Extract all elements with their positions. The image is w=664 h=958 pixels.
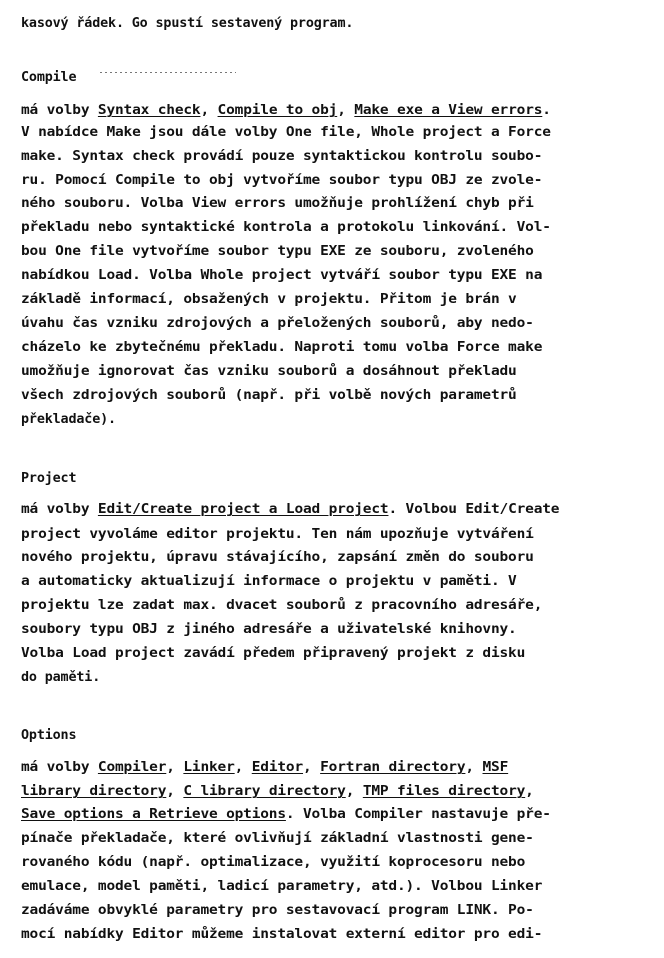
compile-line: úvahu čas vzniku zdrojových a přeložených souborů, aby nedo- bbox=[21, 316, 534, 331]
options-line: library directory, C library directory, TMP files directory, bbox=[21, 784, 534, 799]
options-line: pínače překladače, které ovlivňují základní vlastnosti gene- bbox=[21, 831, 534, 846]
options-line: emulace, model paměti, ladicí parametry, atd.). Volbou Linker bbox=[21, 879, 543, 894]
intro-line: kasový řádek. Go spustí sestavený program. bbox=[21, 16, 354, 31]
project-heading: Project bbox=[21, 471, 77, 486]
compile-line: všech zdrojových souborů (např. při volbě nových parametrů bbox=[21, 388, 517, 403]
project-line: projektu lze zadat max. dvacet souborů z pracovního adresáře, bbox=[21, 598, 543, 613]
project-line: do paměti. bbox=[21, 670, 101, 685]
compile-heading: Compile bbox=[21, 70, 77, 85]
compile-line: nabídkou Load. Volba Whole project vytváří soubor typu EXE na bbox=[21, 268, 543, 283]
options-line: má volby Compiler, Linker, Editor, Fortran directory, MSF bbox=[21, 760, 509, 775]
options-line: Save options a Retrieve options. Volba Compiler nastavuje pře- bbox=[21, 807, 551, 822]
compile-line: ru. Pomocí Compile to obj vytvoříme soubor typu OBJ ze zvole- bbox=[21, 173, 543, 188]
options-line: zadáváme obvyklé parametry pro sestavovací program LINK. Po- bbox=[21, 903, 534, 918]
options-heading: Options bbox=[21, 728, 77, 743]
compile-line: má volby Syntax check, Compile to obj, Make exe a View errors. bbox=[21, 103, 551, 118]
compile-line: V nabídce Make jsou dále volby One file, Whole project a Force bbox=[21, 125, 551, 140]
compile-line: překladače). bbox=[21, 412, 116, 427]
compile-line: ného souboru. Volba View errors umožňuje prohlížení chyb při bbox=[21, 196, 534, 211]
project-line: má volby Edit/Create project a Load project. Volbou Edit/Create bbox=[21, 502, 560, 517]
compile-line: umožňuje ignorovat čas vzniku souborů a dosáhnout překladu bbox=[21, 364, 517, 379]
compile-line: make. Syntax check provádí pouze syntaktickou kontrolu soubo- bbox=[21, 149, 543, 164]
project-line: a automaticky aktualizují informace o projektu v paměti. V bbox=[21, 574, 517, 589]
scan-artifact-line bbox=[100, 72, 236, 73]
project-line: Volba Load project zavádí předem připravený projekt z disku bbox=[21, 646, 526, 661]
project-line: project vyvoláme editor projektu. Ten nám upozňuje vytváření bbox=[21, 527, 534, 542]
compile-line: překladu nebo syntaktické kontrola a protokolu linkování. Vol- bbox=[21, 220, 551, 235]
options-line: mocí nabídky Editor můžeme instalovat externí editor pro edi- bbox=[21, 927, 543, 942]
compile-line: základě informací, obsažených v projektu. Přitom je brán v bbox=[21, 292, 517, 307]
project-line: nového projektu, úpravu stávajícího, zapsání změn do souboru bbox=[21, 550, 534, 565]
compile-line: bou One file vytvoříme soubor typu EXE ze souboru, zvoleného bbox=[21, 244, 534, 259]
project-line: soubory typu OBJ z jiného adresáře a uživatelské knihovny. bbox=[21, 622, 517, 637]
compile-line: cházelo ke zbytečnému překladu. Naproti tomu volba Force make bbox=[21, 340, 543, 355]
options-line: rovaného kódu (např. optimalizace, využití koprocesoru nebo bbox=[21, 855, 526, 870]
